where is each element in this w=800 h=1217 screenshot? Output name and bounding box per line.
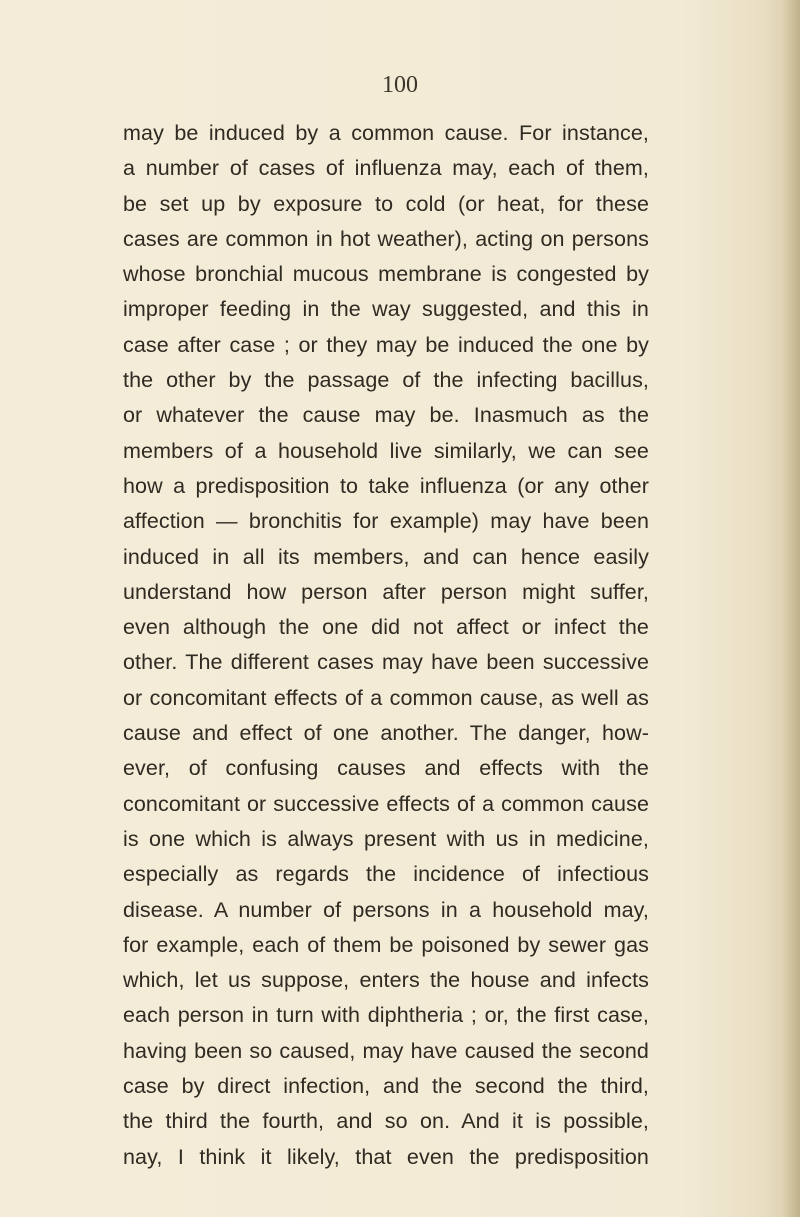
text-line: is one which is always present with us in medicine, [123, 826, 649, 851]
text-line: affection — bronchitis for example) may have been [123, 509, 649, 534]
text-line: for example, each of them be poisoned by sewer gas [123, 932, 649, 957]
text-line: or concomitant effects of a common cause, as well as [123, 685, 649, 710]
text-line: understand how person after person might suffer, [123, 579, 649, 604]
page-edge-shadow [782, 0, 800, 1217]
text-line: induced in all its members, and can hence easily [123, 544, 649, 569]
text-line: even although the one did not affect or infect the [123, 615, 649, 640]
text-line: the other by the passage of the infecting bacillus, [123, 368, 649, 393]
text-line: having been so caused, may have caused the second [123, 1038, 649, 1063]
text-line: how a predisposition to take influenza (or any other [123, 473, 649, 498]
text-line: or whatever the cause may be. Inasmuch as the [123, 403, 649, 428]
text-line: members of a household live similarly, we can see [123, 438, 649, 463]
text-line: whose bronchial mucous membrane is congested by [123, 262, 649, 287]
text-line: which, let us suppose, enters the house and infects [123, 968, 649, 993]
text-line: improper feeding in the way suggested, and this in [123, 297, 649, 322]
text-line: a number of cases of influenza may, each of them, [123, 156, 649, 181]
text-line: ever, of confusing causes and effects with the [123, 756, 649, 781]
text-line: cases are common in hot weather), acting on persons [123, 226, 649, 251]
text-line: nay, I think it likely, that even the predisposition [123, 1144, 649, 1169]
text-line: may be induced by a common cause. For instance, [123, 121, 649, 145]
text-line: cause and effect of one another. The danger, how- [123, 721, 649, 746]
text-line: concomitant or successive effects of a common cause [123, 791, 649, 816]
text-line: other. The different cases may have been successive [123, 650, 649, 675]
text-line: the third the fourth, and so on. And it is possible, [123, 1109, 649, 1134]
text-line: be set up by exposure to cold (or heat, for these [123, 191, 649, 216]
text-line: case by direct infection, and the second the third, [123, 1074, 649, 1099]
text-line: each person in turn with diphtheria ; or, the first case, [123, 1003, 649, 1028]
body-text [123, 116, 649, 1175]
page-number: 100 [382, 72, 418, 98]
text-line: especially as regards the incidence of infectious [123, 862, 649, 887]
text-line: case after case ; or they may be induced the one by [123, 332, 649, 357]
text-line: disease. A number of persons in a household may, [123, 897, 649, 922]
